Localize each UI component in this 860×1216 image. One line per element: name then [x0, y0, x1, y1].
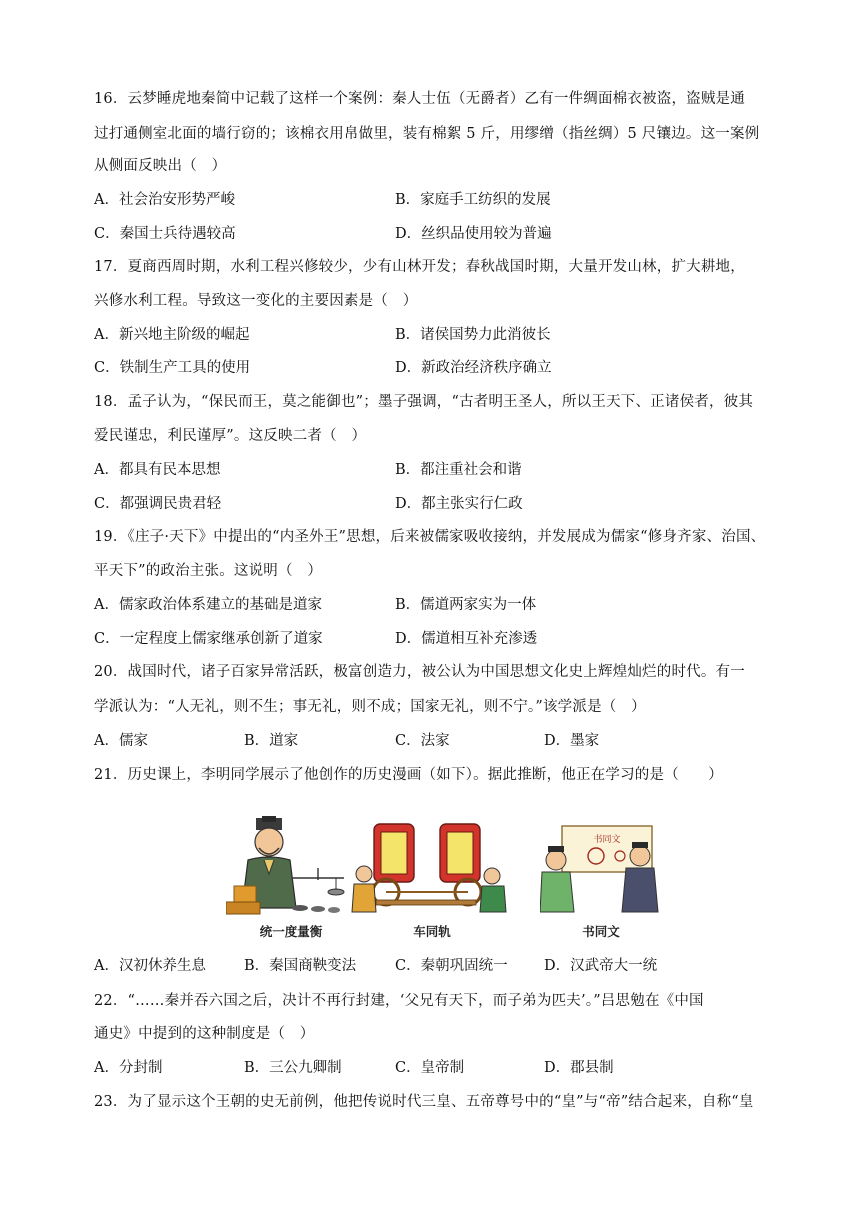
q21-option-c: C．秦朝巩固统一 [395, 958, 508, 974]
q20-line-1: 20．战国时代，诸子百家异常活跃，极富创造力，被公认为中国思想文化史上辉煌灿烂的时代。有一 [94, 664, 745, 680]
q17-line-1: 17．夏商西周时期，水利工程兴修较少，少有山林开发；春秋战国时期，大量开发山林，扩大耕地， [94, 259, 745, 275]
q20-line-2: 学派认为：“人无礼，则不生；事无礼，则不成；国家无礼，则不宁。”该学派是（ ） [94, 699, 646, 715]
q21-option-d: D．汉武帝大一统 [544, 958, 658, 974]
q17-option-a: A．新兴地主阶级的崛起 [94, 327, 250, 343]
comic-caption-axles: 车同轨 [413, 924, 451, 939]
q20-option-b: B．道家 [244, 733, 299, 749]
q20-option-c: C．法家 [395, 733, 450, 749]
q17-line-2: 兴修水利工程。导致这一变化的主要因素是（ ） [94, 293, 418, 309]
q22-line-2: 通史》中提到的这种制度是（ ） [94, 1026, 315, 1042]
q19-line-2: 平天下”的政治主张。这说明（ ） [94, 563, 323, 579]
q16-option-d: D．丝织品使用较为普遍 [395, 226, 552, 242]
comic-panel-axles [348, 816, 516, 940]
q16-line-1: 16．云梦睡虎地秦简中记载了这样一个案例：秦人士伍（无爵者）乙有一件绸面棉衣被盗，盗贼是通 [94, 91, 745, 107]
comic-panel-measures [226, 816, 356, 940]
comic-caption-script: 书同文 [582, 924, 620, 939]
q16-line-2: 过打通侧室北面的墙行窃的；该棉衣用帛做里，装有棉絮 5 斤，用缪缯（指丝绸）5 尺镶边。这一案例 [94, 126, 760, 142]
q18-line-2: 爱民谨忠，利民谨厚”。这反映二者（ ） [94, 428, 367, 444]
q19-option-d: D．儒道相互补充渗透 [395, 631, 538, 647]
q16-option-a: A．社会治安形势严峻 [94, 192, 235, 208]
q19-option-c: C．一定程度上儒家继承创新了道家 [94, 631, 323, 647]
q18-line-1: 18．孟子认为，“保民而王，莫之能御也”；墨子强调，“古者明王圣人，所以王天下、正诸侯者，彼其 [94, 394, 754, 410]
q19-line-1: 19．《庄子·天下》中提出的“内圣外王”思想，后来被儒家吸收接纳，并发展成为儒家“修身齐家、治国、 [94, 529, 766, 545]
q22-option-c: C．皇帝制 [395, 1060, 465, 1076]
q22-option-d: D．郡县制 [544, 1060, 614, 1076]
q23-line-1: 23．为了显示这个王朝的史无前例，他把传说时代三皇、五帝尊号中的“皇”与“帝”结合起来，自称“皇 [94, 1094, 754, 1110]
q17-option-c: C．铁制生产工具的使用 [94, 360, 251, 376]
q20-option-a: A．儒家 [94, 733, 148, 749]
comic-caption-measures: 统一度量衡 [259, 924, 323, 939]
q22-line-1: 22．“……秦并吞六国之后，决计不再行封建，‘父兄有天下，而子弟为匹夫’。”吕思勉在《中国 [94, 993, 704, 1009]
q18-option-c: C．都强调民贵君轻 [94, 496, 222, 512]
q17-option-d: D．新政治经济秩序确立 [395, 360, 552, 376]
q18-option-a: A．都具有民本思想 [94, 462, 221, 478]
comic-sign-text: 书同文 [593, 835, 621, 845]
q21-option-a: A．汉初休养生息 [94, 958, 206, 974]
q18-option-b: B．都注重社会和谐 [395, 462, 522, 478]
history-comic [226, 816, 662, 940]
q17-option-b: B．诸侯国势力此消彼长 [395, 327, 551, 343]
q19-option-b: B．儒道两家实为一体 [395, 597, 537, 613]
q16-option-b: B．家庭手工纺织的发展 [395, 192, 551, 208]
official-with-scale-illustration [226, 816, 356, 920]
q21-option-b: B．秦国商鞅变法 [244, 958, 357, 974]
q19-option-a: A．儒家政治体系建立的基础是道家 [94, 597, 322, 613]
q16-line-3: 从侧面反映出（ ） [94, 158, 227, 174]
q18-option-d: D．都主张实行仁政 [395, 496, 523, 512]
q22-option-a: A．分封制 [94, 1060, 163, 1076]
q22-option-b: B．三公九卿制 [244, 1060, 342, 1076]
comic-panel-script [540, 816, 662, 940]
q21-line-1: 21．历史课上，李明同学展示了他创作的历史漫画（如下）。据此推断，他正在学习的是（ ） [94, 767, 723, 783]
q20-option-d: D．墨家 [544, 733, 600, 749]
q16-option-c: C．秦国士兵待遇较高 [94, 226, 236, 242]
officials-with-sign-illustration [540, 816, 662, 920]
two-carriages-illustration [348, 816, 516, 920]
